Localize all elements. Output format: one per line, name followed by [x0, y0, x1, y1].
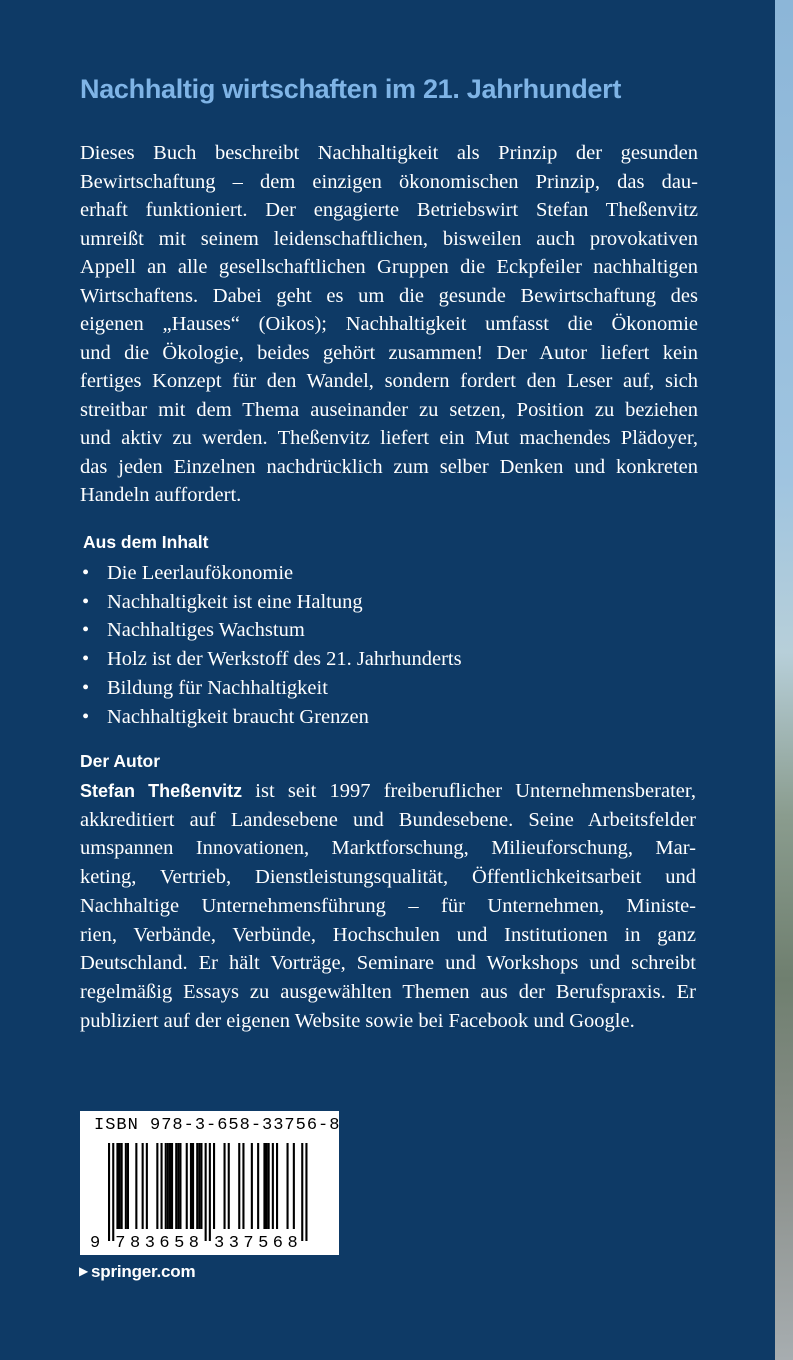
barcode-bar	[276, 1143, 278, 1229]
bullet-icon: •	[82, 590, 90, 613]
barcode-bar	[272, 1143, 274, 1229]
bio-line: Deutschland. Er hält Vorträge, Seminare und Workshops und schreibt	[80, 952, 696, 975]
bio-line: akkreditiert auf Landesebene und Bundesebene. Seine Arbeitsfelder	[80, 808, 696, 831]
bio-line: regelmäßig Essays zu ausgewählten Themen aus der Berufspraxis. Er	[80, 980, 696, 1003]
barcode-digit: 7	[115, 1234, 126, 1253]
barcode-digit: 7	[243, 1234, 254, 1253]
barcode-bar	[119, 1143, 121, 1229]
author-heading: Der Autor	[80, 751, 161, 771]
book-description	[80, 139, 698, 510]
description-line: und aktiv zu werden. Theßenvitz liefert ein Mut machendes Plädoyer,	[80, 427, 698, 449]
triangle-right-icon: ▶	[79, 1264, 89, 1278]
barcode-bar	[287, 1143, 289, 1229]
barcode-bar	[301, 1143, 303, 1241]
barcode-digit: 8	[188, 1234, 199, 1253]
barcode-bar	[196, 1143, 198, 1229]
bio-line: umspannen Innovationen, Marktforschung, Milieuforschung, Mar-	[80, 837, 696, 860]
list-item: • Bildung für Nachhaltigkeit	[82, 674, 462, 703]
barcode-bar	[213, 1143, 215, 1229]
barcode-digit: 5	[258, 1234, 269, 1253]
barcode-bar	[179, 1143, 181, 1229]
cover-photo-strip	[775, 0, 793, 1360]
barcode-bar	[200, 1143, 202, 1229]
barcode-bar	[161, 1143, 163, 1229]
description-line: Bewirtschaftung – dem einzigen ökonomischen Prinzip, das dau-	[80, 170, 698, 193]
list-item: • Die Leerlaufökonomie	[82, 559, 462, 588]
bio-line: Stefan Theßenvitz ist seit 1997 freiberuflicher Unternehmensberater,	[80, 780, 696, 802]
list-item: • Nachhaltigkeit braucht Grenzen	[82, 703, 462, 732]
barcode-digit: 3	[228, 1234, 239, 1253]
bullet-icon: •	[82, 562, 90, 584]
barcode-bar	[142, 1143, 144, 1229]
barcode-bar	[293, 1143, 295, 1229]
bio-line: keting, Vertrieb, Dienstleistungsqualität, Öffentlichkeitsarbeit und	[80, 866, 696, 889]
description-line: Dieses Buch beschreibt Nachhaltigkeit als Prinzip der gesunden	[80, 142, 698, 164]
description-line: eigenen „Hauses“ (Oikos); Nachhaltigkeit umfasst die Ökonomie	[80, 313, 698, 335]
barcode-digit: 8	[130, 1234, 141, 1253]
barcode-bar	[228, 1143, 230, 1229]
barcode-bar	[263, 1143, 265, 1229]
barcode-bar	[190, 1143, 192, 1229]
barcode-bar	[108, 1143, 110, 1241]
bio-line: rien, Verbände, Verbünde, Hochschulen und Institutionen in ganz	[80, 923, 696, 946]
barcode-bars	[94, 1143, 326, 1243]
barcode-bar	[177, 1143, 179, 1229]
isbn-barcode	[80, 1111, 339, 1255]
barcode-bar	[198, 1143, 200, 1229]
bullet-icon: •	[82, 676, 90, 699]
barcode-digit: 8	[287, 1234, 298, 1253]
barcode-bar	[116, 1143, 118, 1229]
description-line: umreißt mit seinem leidenschaftlichen, bisweilen auch provokativen	[80, 227, 698, 250]
barcode-digit: 3	[144, 1234, 155, 1253]
barcode-bar	[224, 1143, 226, 1229]
bullet-icon: •	[82, 619, 90, 642]
barcode-bar	[266, 1143, 268, 1229]
book-title: Nachhaltig wirtschaften im 21. Jahrhundert	[80, 74, 622, 104]
barcode-bar	[192, 1143, 194, 1229]
bullet-icon: •	[82, 648, 90, 671]
barcode-digit: 9	[90, 1234, 101, 1253]
barcode-bar	[251, 1143, 253, 1229]
list-item: • Nachhaltigkeit ist eine Haltung	[82, 588, 462, 617]
barcode-bar	[209, 1143, 211, 1241]
list-item: • Holz ist der Werkstoff des 21. Jahrhunderts	[82, 645, 462, 674]
barcode-bar	[186, 1143, 188, 1229]
bullet-icon: •	[82, 705, 90, 728]
description-line: und die Ökologie, beides gehört zusammen! Der Autor liefert kein	[80, 341, 698, 364]
description-line: das jeden Einzelnen nachdrücklich zum selber Denken und konkreten	[80, 455, 698, 478]
barcode-bar	[171, 1143, 173, 1229]
publisher-link[interactable]: ▶ springer.com	[79, 1262, 196, 1281]
isbn-label: ISBN 978-3-658-33756-8	[94, 1116, 341, 1135]
description-line: Appell an alle gesellschaftlichen Gruppen die Eckpfeiler nachhaltigen	[80, 256, 698, 278]
barcode-digit: 6	[159, 1234, 170, 1253]
contents-heading: Aus dem Inhalt	[83, 532, 209, 552]
description-line: Handeln auffordert.	[80, 484, 242, 506]
barcode-bar	[175, 1143, 177, 1229]
barcode-digit: 6	[272, 1234, 283, 1253]
barcode-bar	[242, 1143, 244, 1229]
barcode-bar	[135, 1143, 137, 1229]
barcode-bar	[257, 1143, 259, 1229]
barcode-bar	[165, 1143, 167, 1229]
barcode-bar	[127, 1143, 129, 1229]
barcode-bar	[305, 1143, 307, 1241]
barcode-bar	[205, 1143, 207, 1241]
bio-line: Nachhaltige Unternehmensführung – für Unternehmen, Ministe-	[80, 894, 696, 917]
barcode-bar	[167, 1143, 169, 1229]
list-item: • Nachhaltiges Wachstum	[82, 616, 462, 645]
barcode-bar	[146, 1143, 148, 1229]
barcode-bar	[112, 1143, 114, 1241]
barcode-bar	[268, 1143, 270, 1229]
barcode-digit: 5	[174, 1234, 185, 1253]
bio-line: publiziert auf der eigenen Website sowie bei Facebook und Google.	[80, 1009, 635, 1032]
description-line: streitbar mit dem Thema auseinander zu setzen, Position zu beziehen	[80, 398, 698, 421]
contents-list	[82, 559, 462, 731]
barcode-bar	[238, 1143, 240, 1229]
barcode-bar	[125, 1143, 127, 1229]
description-line: erhaft funktioniert. Der engagierte Betriebswirt Stefan Theßenvitz	[80, 199, 698, 221]
barcode-digit: 3	[214, 1234, 225, 1253]
author-name: Stefan Theßenvitz	[80, 781, 243, 801]
barcode-bar	[169, 1143, 171, 1229]
description-line: fertiges Konzept für den Wandel, sondern fordert den Leser auf, sich	[80, 370, 698, 392]
barcode-bar	[156, 1143, 158, 1229]
author-bio	[80, 777, 696, 1035]
description-line: Wirtschaftens. Dabei geht es um die gesunde Bewirtschaftung des	[80, 284, 698, 307]
barcode-bar	[121, 1143, 123, 1229]
